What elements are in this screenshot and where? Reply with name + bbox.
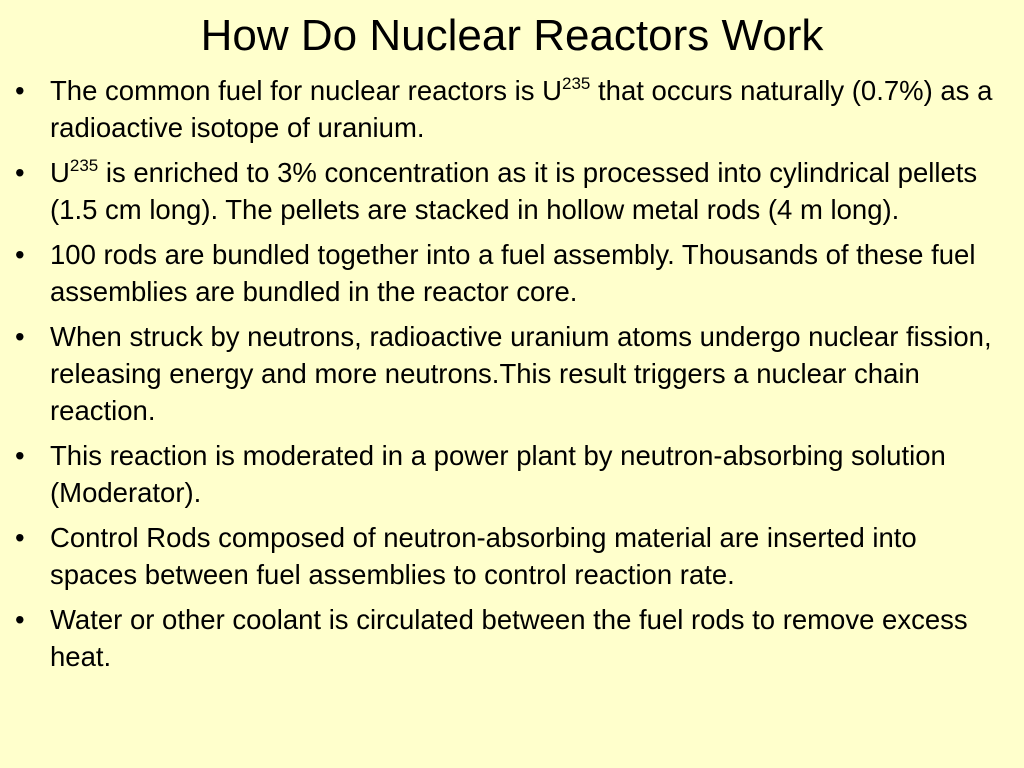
superscript-isotope-number: 235 (562, 74, 591, 93)
bullet-text: Water or other coolant is circulated between the fuel rods to remove excess heat. (50, 604, 968, 672)
bullet-icon: • (15, 440, 25, 471)
bullet-icon: • (15, 157, 25, 188)
bullet-text-segment: U (50, 157, 70, 188)
bullet-icon: • (15, 604, 25, 635)
bullet-item (0, 318, 1024, 429)
bullet-text: 100 rods are bundled together into a fuel assembly. Thousands of these fuel assemblies are bundled in the reactor core. (50, 239, 976, 307)
bullet-icon: • (15, 321, 25, 352)
slide-title: How Do Nuclear Reactors Work (200, 11, 824, 60)
bullet-icon: • (15, 522, 25, 553)
bullet-text (50, 157, 977, 225)
bullet-item (0, 437, 1024, 511)
bullet-text: This reaction is moderated in a power plant by neutron-absorbing solution (Moderator). (50, 440, 946, 508)
superscript-isotope-number: 235 (69, 156, 99, 175)
bullet-text: Control Rods composed of neutron-absorbing material are inserted into spaces between fuel assemblies to control reaction rate. (50, 522, 917, 590)
bullet-item (0, 72, 1024, 146)
bullet-item (0, 154, 1024, 228)
bullet-text-segment: The common fuel for nuclear reactors is U (50, 75, 562, 106)
bullet-list (0, 72, 1024, 683)
bullet-icon: • (15, 239, 25, 270)
bullet-text: When struck by neutrons, radioactive uranium atoms undergo nuclear fission, releasing energy and more neutrons.This result triggers a nuclear chain reaction. (50, 321, 992, 426)
bullet-item (0, 519, 1024, 593)
bullet-text-segment: that occurs naturally (0.7%) as a radioactive isotope of uranium. (50, 75, 993, 143)
bullet-item (0, 236, 1024, 310)
bullet-item (0, 601, 1024, 675)
bullet-text (50, 75, 992, 143)
bullet-text-segment: is enriched to 3% concentration as it is processed into cylindrical pellets (1.5 cm long). The pellets are stacked in hollow metal rods (4 m long). (50, 157, 978, 225)
bullet-icon: • (15, 75, 25, 106)
